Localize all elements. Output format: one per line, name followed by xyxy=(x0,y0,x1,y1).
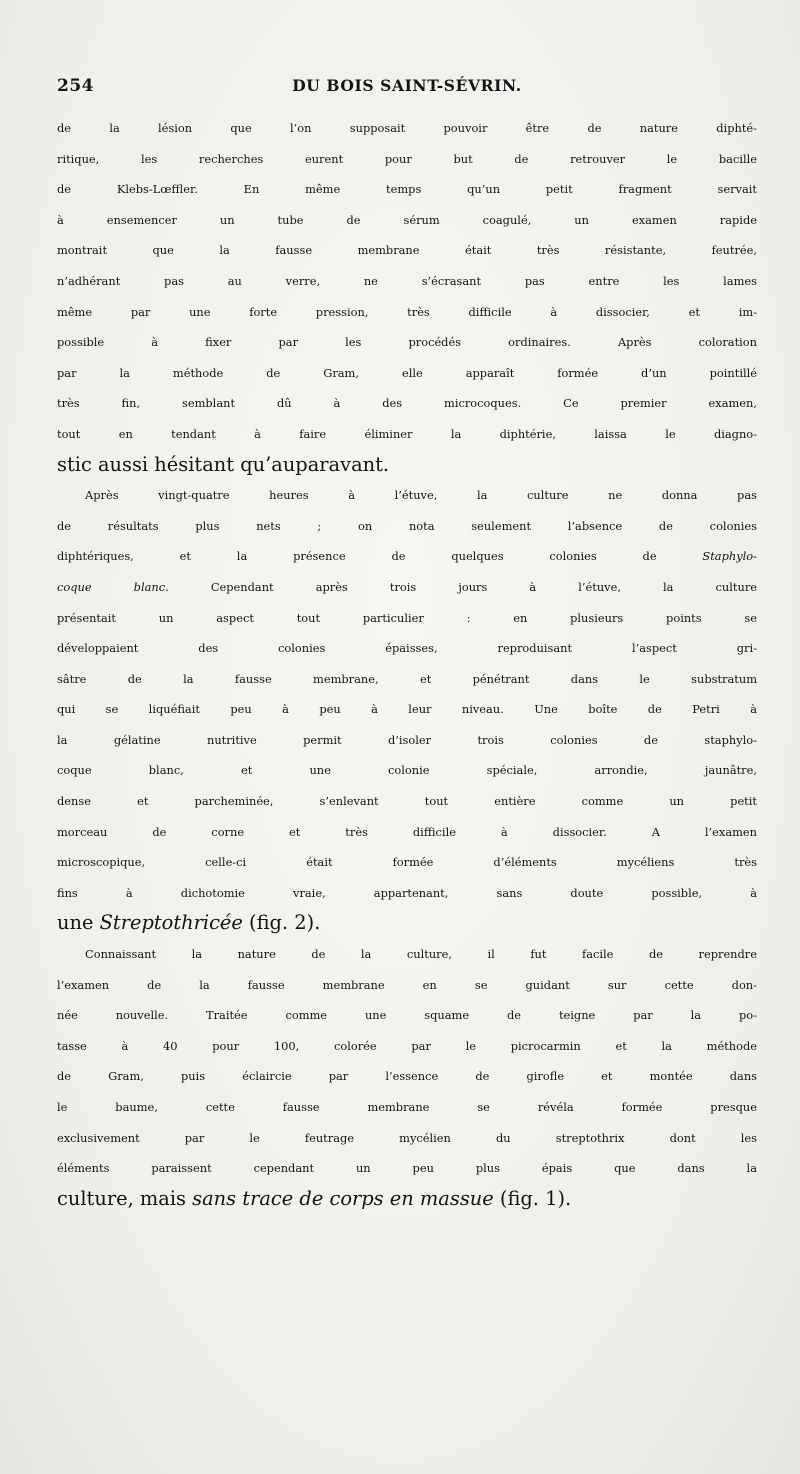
text-line xyxy=(57,1153,757,1184)
text-segment: morceau de corne et très difficile à dissocier. A l’examen xyxy=(57,824,757,839)
text-segment: stic aussi hésitant qu’auparavant. xyxy=(57,452,390,476)
text-segment: tasse à 40 pour 100, colorée par le picrocarmin et la méthode xyxy=(57,1038,757,1053)
text-segment: de résultats plus nets ; on nota seulement l’absence de colonies xyxy=(57,518,757,533)
text-segment: présentait un aspect tout particulier : en plusieurs points se xyxy=(57,610,757,625)
text-segment: même par une forte pression, très difficile à dissocier, et im- xyxy=(57,304,757,319)
text-segment: microscopique, celle-ci était formée d’éléments mycéliens très xyxy=(57,855,757,870)
text-line xyxy=(57,970,757,1001)
text-segment: possible à fixer par les procédés ordinaires. Après coloration xyxy=(57,335,757,350)
text-line xyxy=(57,847,757,878)
text-segment: diphtériques, et la présence de quelques colonies de xyxy=(57,549,703,564)
text-line xyxy=(57,908,757,939)
text-segment: (fig. 2). xyxy=(242,911,321,935)
text-segment: la gélatine nutritive permit d’isoler trois colonies de staphylo- xyxy=(57,732,757,747)
text-line xyxy=(57,358,757,389)
text-segment: montrait que la fausse membrane était très résistante, feutrée, xyxy=(57,243,757,258)
text-segment: très fin, semblant dû à des microcoques. Ce premier examen, xyxy=(57,396,757,411)
text-segment: coque blanc, et une colonie spéciale, arrondie, jaunâtre, xyxy=(57,763,757,778)
text-line xyxy=(57,572,757,603)
text-line xyxy=(57,694,757,725)
text-line xyxy=(57,144,757,175)
text-segment: (fig. 1). xyxy=(493,1186,572,1210)
page-number: 254 xyxy=(57,76,94,96)
text-segment: . Cependant après trois jours à l’étuve, la culture xyxy=(165,579,757,594)
text-line xyxy=(57,235,757,266)
text-line xyxy=(57,817,757,848)
text-segment: une xyxy=(57,911,100,935)
text-segment: le baume, cette fausse membrane se révéla formée presque xyxy=(57,1100,757,1114)
text-segment: dense et parcheminée, s’enlevant tout entière comme un petit xyxy=(57,794,757,809)
text-line xyxy=(57,633,757,664)
text-segment: par la méthode de Gram, elle apparaît formée d’un pointillé xyxy=(57,365,757,380)
italic-text: coque blanc xyxy=(57,579,166,594)
text-line xyxy=(57,450,757,481)
text-line xyxy=(57,755,757,786)
text-line xyxy=(57,419,757,450)
text-line xyxy=(57,603,757,634)
text-segment: née nouvelle. Traitée comme une squame de teigne par la po- xyxy=(57,1008,757,1023)
text-line xyxy=(57,327,757,358)
text-segment: fins à dichotomie vraie, appartenant, sans doute possible, à xyxy=(57,885,757,900)
text-segment: à ensemencer un tube de sérum coagulé, un examen rapide xyxy=(57,212,757,227)
text-line xyxy=(57,388,757,419)
text-segment: Après vingt-quatre heures à l’étuve, la culture ne donna pas xyxy=(85,488,757,503)
italic-text: Streptothricée xyxy=(99,911,243,935)
text-segment: Connaissant la nature de la culture, il fut facile de reprendre xyxy=(85,947,757,962)
text-segment: éléments paraissent cependant un peu plus épais que dans la xyxy=(57,1161,757,1176)
text-line xyxy=(57,878,757,909)
text-line xyxy=(57,1123,757,1154)
text-line xyxy=(57,113,757,144)
italic-text: Staphylo- xyxy=(702,549,757,564)
text-segment: exclusivement par le feutrage mycélien du streptothrix dont les xyxy=(57,1130,757,1145)
text-segment: sâtre de la fausse membrane, et pénétrant dans le substratum xyxy=(57,671,757,686)
text-line xyxy=(57,939,757,970)
running-title: DU BOIS SAINT-SÉVRIN. xyxy=(292,76,522,95)
text-line xyxy=(57,1061,757,1092)
text-line xyxy=(57,511,757,542)
text-line xyxy=(57,725,757,756)
text-line xyxy=(57,1000,757,1031)
text-line xyxy=(57,786,757,817)
body-text xyxy=(57,113,757,1214)
text-line xyxy=(57,480,757,511)
text-line xyxy=(57,174,757,205)
text-segment: qui se liquéfiait peu à peu à leur niveau. Une boîte de Petri à xyxy=(57,702,757,717)
text-segment: tout en tendant à faire éliminer la diphtérie, laissa le diagno- xyxy=(57,426,757,441)
text-segment: ritique, les recherches eurent pour but de retrouver le bacille xyxy=(57,151,757,166)
text-line xyxy=(57,1031,757,1062)
text-line xyxy=(57,1184,757,1215)
text-line xyxy=(57,664,757,695)
text-line xyxy=(57,1092,757,1123)
text-segment: l’examen de la fausse membrane en se guidant sur cette don- xyxy=(57,977,757,992)
text-line xyxy=(57,205,757,236)
text-segment: culture, mais xyxy=(57,1186,193,1210)
text-segment: de Klebs-Lœffler. En même temps qu’un petit fragment servait xyxy=(57,182,757,197)
text-line xyxy=(57,541,757,572)
text-segment: de la lésion que l’on supposait pouvoir être de nature diphté- xyxy=(57,121,757,135)
text-line xyxy=(57,266,757,297)
page-header xyxy=(57,76,757,98)
text-segment: développaient des colonies épaisses, reproduisant l’aspect gri- xyxy=(57,641,757,656)
text-segment: n’adhérant pas au verre, ne s’écrasant pas entre les lames xyxy=(57,273,757,288)
text-segment: de Gram, puis éclaircie par l’essence de girofle et montée dans xyxy=(57,1069,757,1084)
text-line xyxy=(57,297,757,328)
italic-text: sans trace de corps en massue xyxy=(192,1186,494,1210)
